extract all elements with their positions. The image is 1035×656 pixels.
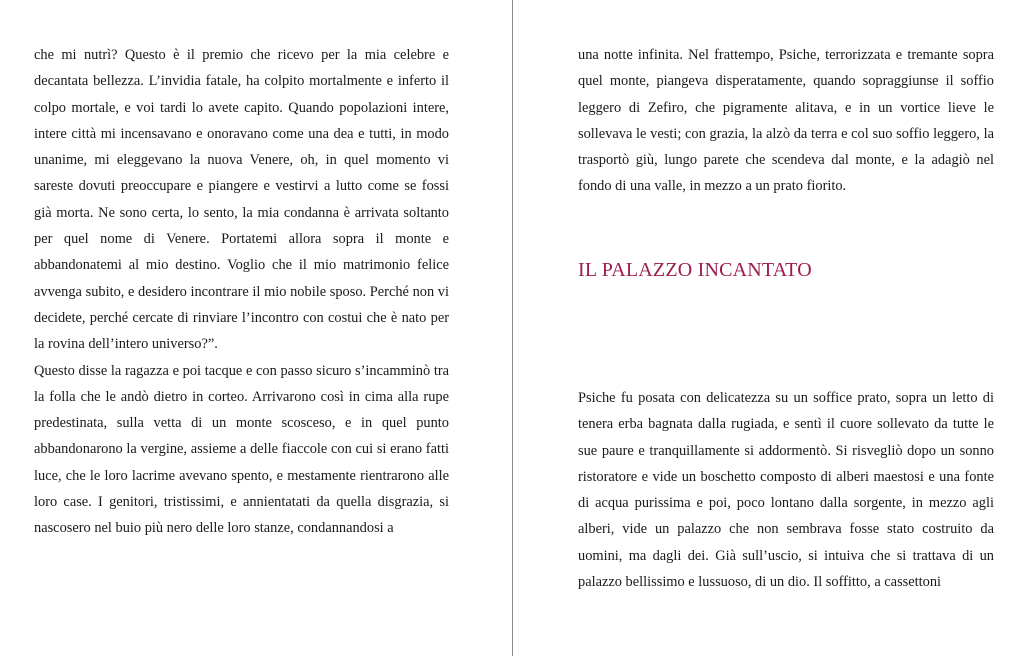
left-page bbox=[0, 0, 512, 656]
paragraph: Questo disse la ragazza e poi tacque e con passo sicuro s’incamminò tra la folla che le andò dietro in corteo. Arrivarono così in cima alla rupe predestinata, sulla vetta di un monte scosceso, e in quel punto abbandonarono la vergine, assieme a delle fiaccole con cui si erano fatti luce, che le loro lacrime avevano spento, e mestamente rientrarono alle loro case. I genitori, tristissimi, e annientatati da quella disgrazia, si nascosero nel buio più nero delle loro stanze, condannandosi a bbox=[34, 362, 449, 537]
right-page-text-top bbox=[578, 42, 994, 200]
left-page-text bbox=[34, 42, 449, 542]
page-divider bbox=[512, 0, 513, 656]
chapter-title: IL PALAZZO INCANTATO bbox=[578, 259, 812, 281]
paragraph: che mi nutrì? Questo è il premio che ricevo per la mia celebre e decantata bellezza. L’invidia fatale, ha colpito mortalmente e inferto il colpo mortale, e voi tardi lo avete capito. Quando popolazioni intere, intere città mi incensavano e onoravano come una dea e tutti, in modo unanime, mi eleggevano la nuova Venere, oh, in quel momento vi sareste dovuti preoccupare e piangere e vestirvi a lutto come se fossi già morta. Ne sono certa, lo sento, la mia condanna è arrivata soltanto per quel nome di Venere. Portatemi allora sopra il monte e abbandonatemi al mio destino. Voglio che il mio matrimonio felice avvenga subito, e desidero incontrare il mio nobile sposo. Perché non vi decidete, perché cercate di rinviare l’incontro con costui che è nato per la rovina dell’intero universo?”. bbox=[34, 47, 449, 353]
right-page-text-bottom bbox=[578, 385, 994, 595]
right-page bbox=[514, 0, 1035, 656]
paragraph: Psiche fu posata con delicatezza su un soffice prato, sopra un letto di tenera erba bagnata dalla rugiada, e sentì il cuore sollevato da tutte le sue paure e tranquillamente si addormentò. Si risvegliò dopo un sonno ristoratore e vide un boschetto composto di alberi maestosi e una fonte di acqua purissima e poi, poco lontano dalla sorgente, in mezzo agli alberi, vide un palazzo che non sembrava fosse stato costruito da uomini, ma dagli dei. Già sull’uscio, si intuiva che si trattava di un palazzo bellissimo e lussuoso, di un dio. Il soffitto, a cassettoni bbox=[578, 390, 994, 591]
paragraph: una notte infinita. Nel frattempo, Psiche, terrorizzata e tremante sopra quel monte, piangeva disperatamente, quando sopraggiunse il soffio leggero di Zefiro, che pigramente alitava, e in un vortice lieve le sollevava le vesti; con grazia, la alzò da terra e col suo soffio leggero, la trasportò giù, lungo parete che scendeva dal monte, e la adagiò nel fondo di una valle, in mezzo a un prato fiorito. bbox=[578, 47, 994, 195]
